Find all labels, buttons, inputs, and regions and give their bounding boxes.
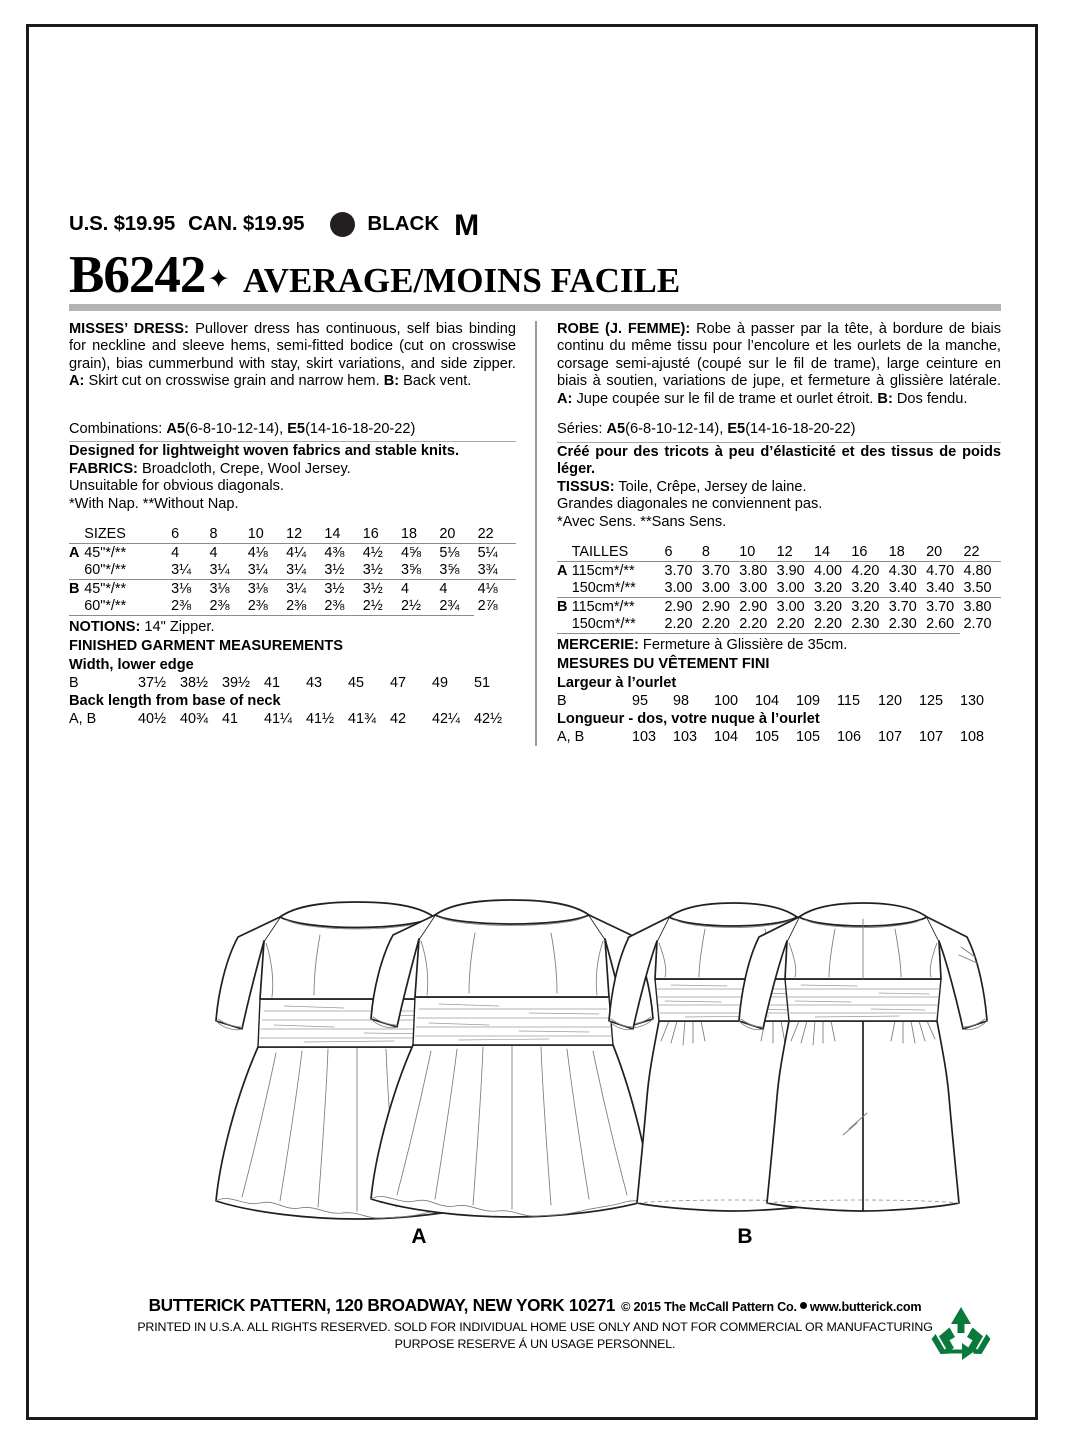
yardage-value: 4.70 [926,561,963,580]
size-column-header: 20 [926,543,943,560]
yardage-value: 3¼ [171,561,192,578]
yardage-value: 4¼ [286,543,324,562]
english-description [69,321,516,391]
english-fgm-title: FINISHED GARMENT MEASUREMENTS [69,637,344,654]
yardage-value: 4½ [363,543,401,562]
notions-label: NOTIONS: [69,619,141,636]
table-row [69,675,516,693]
yardage-value: 2⅜ [324,598,345,615]
backlength-title-row [69,692,516,711]
diamond-icon: ✦ [207,264,230,294]
metric-yardage-table [557,544,1001,634]
french-desc-b: Dos fendu. [892,390,968,407]
size-column-header: 16 [851,543,868,560]
pattern-envelope [26,24,1038,1420]
french-fabrics [557,479,1001,497]
yardage-value: 2¾ [439,598,460,615]
divider [69,441,516,442]
combination-1-code: A5 [166,420,185,437]
yardage-value: 4⅜ [324,543,362,562]
measure-value: 42 [389,711,406,728]
title-row [69,246,1001,304]
yardage-value: 3.70 [665,561,702,580]
english-nap-note: *With Nap. **Without Nap. [69,496,239,512]
bullet-dot-icon [800,1302,807,1309]
yardage-value: 4.00 [814,561,851,580]
yardage-value: 3⅝ [439,561,460,578]
view-col-header [69,526,84,544]
table-header-row [69,526,516,544]
measure-value: 41¾ [347,711,376,728]
view-col-header [557,544,572,562]
yardage-value: 3.80 [964,598,1001,617]
english-fabrics [69,461,516,479]
yardage-value: 3.70 [889,598,926,617]
english-unsuitable: Unsuitable for obvious diagonals. [69,478,284,495]
price-line [69,209,1001,242]
can-price: CAN. $19.95 [188,212,305,235]
tissus-value: Toile, Crêpe, Jersey de laine. [614,478,807,495]
view-letter [557,616,572,633]
view-letter [69,598,84,615]
yardage-value: 3.70 [702,561,739,580]
combination-1-sizes: (6-8-10-12-14), [185,420,288,437]
yardage-value: 3.00 [664,579,693,596]
yardage-value: 2.20 [814,616,843,633]
size-column-header: 18 [401,525,418,542]
yardage-value: 3¾ [477,561,498,578]
yardage-value: 4 [439,580,477,599]
yardage-value: 4.80 [964,561,1001,580]
table-header-row [557,544,1001,562]
yardage-value: 5¼ [478,543,516,562]
fabric-width: 150cm*/** [571,579,636,596]
table-row [69,562,516,580]
measure-value: 120 [878,693,903,710]
english-backlength-title: Back length from base of neck [69,692,281,709]
english-desc-a-label: A: [69,373,85,390]
french-combinations [557,421,1001,439]
measure-value: 107 [878,729,903,746]
yardage-value: 4⅛ [478,580,516,599]
mercerie-label: MERCERIE: [556,637,639,654]
footer-company-address: BUTTERICK PATTERN, 120 BROADWAY, NEW YORK 10271 [148,1295,616,1315]
measure-row-label: A, B [556,729,585,746]
tissus-label: TISSUS: [556,478,615,495]
measure-row-label: B [556,693,567,710]
spacer [69,391,516,421]
size-column-header: 8 [701,543,710,560]
fabrics-label: FABRICS: [69,460,138,477]
body-columns [69,321,1001,746]
yardage-value: 3¼ [286,561,307,578]
technical-drawings-svg [69,887,1001,1257]
spacer [557,408,1001,421]
footer-rights-text: PRINTED IN U.S.A. ALL RIGHTS RESERVED. SOLD FOR INDIVIDUAL HOME USE ONLY AND NOT FOR COMMERCIAL OR MANUFACTURING [137,1320,933,1334]
french-finished-measurements [557,633,1001,746]
measure-value: 130 [960,693,985,710]
table-row [557,729,1001,747]
yardage-value: 3⅛ [248,580,286,599]
measure-value: 47 [389,675,406,692]
size-column-header: 8 [209,525,218,542]
measure-value: 109 [796,693,821,710]
yardage-value: 3⅝ [401,561,422,578]
french-desc-b-label: B: [877,390,893,407]
measure-row-label: A, B [69,711,97,728]
footer-url[interactable]: www.butterick.com [809,1300,922,1314]
measure-value: 106 [837,729,862,746]
english-width-title: Width, lower edge [69,656,194,673]
french-description-body: Robe à passer par la tête, à bordure de biais continu du même tissu pour l’encolure et les ourlets de la manche, corsage semi-ajusté (coupé sur le fil de trame), large ceinture en biais à soutien, variations de jupe, et fermeture à glissière latérale. [556,321,1001,390]
yardage-value: 3¼ [209,561,230,578]
english-finished-measurements [69,615,516,728]
series-label: Séries: [556,421,607,438]
size-column-header: 22 [477,525,494,542]
measure-value: 41 [263,675,280,692]
table-row [69,711,516,729]
measure-value: 40½ [137,711,166,728]
yardage-value: 3.20 [814,579,843,596]
french-column [535,321,1001,746]
yardage-value: 2⅜ [286,598,307,615]
french-description [557,321,1001,408]
measure-value: 100 [714,693,739,710]
yardage-value: 2.60 [926,616,955,633]
combination-1-code: A5 [606,421,626,438]
yardage-value: 2⅞ [477,598,498,615]
measure-value: 103 [632,729,657,746]
size-column-header: 12 [776,543,793,560]
measure-value: 125 [919,693,944,710]
size-column-header: 14 [324,525,341,542]
mercerie-row [557,634,1001,656]
yardage-value: 2.70 [963,616,992,633]
english-description-prefix: MISSES’ DRESS: [69,321,189,337]
difficulty-label: AVERAGE/MOINS FACILE [242,261,681,300]
fabric-width: 45"*/** [84,580,171,599]
view-letter: A [557,561,572,580]
yardage-value: 3.00 [701,579,730,596]
yardage-value: 3.20 [851,598,888,617]
size-column-header: 14 [814,543,831,560]
yardage-value: 2½ [401,598,422,615]
footer-copyright: © 2015 The McCall Pattern Co. [621,1300,797,1314]
view-b-label: B [737,1225,753,1248]
yardage-value: 4 [401,580,439,599]
fabric-width: 115cm*/** [572,598,665,617]
measure-value: 41½ [305,711,334,728]
yardage-value: 2⅜ [209,598,230,615]
divider [557,442,1001,443]
combination-1-sizes: (6-8-10-12-14), [625,421,728,438]
measure-value: 103 [673,729,698,746]
yardage-value: 2.20 [739,616,768,633]
french-width-title: Largeur à l’ourlet [556,674,677,691]
yardage-value: 3½ [362,561,383,578]
size-header: SIZES [84,525,126,542]
table-row [557,598,1001,617]
size-column-header: 10 [247,525,264,542]
yardage-value: 3½ [324,580,362,599]
measure-value: 49 [431,675,448,692]
view-letter: B [557,598,572,617]
english-desc-b-label: B: [383,373,400,390]
yardage-value: 3.70 [926,598,963,617]
measure-value: 51 [473,675,490,692]
size-column-header: 20 [439,525,456,542]
measure-value: 108 [960,729,985,746]
fabric-width: 45"*/** [84,543,171,562]
yardage-value: 3.80 [739,561,776,580]
black-filled-circle-icon [330,212,355,237]
size-column-header: 6 [171,525,180,542]
english-column [69,321,535,746]
footer [69,1295,1001,1351]
table-row [557,616,1001,633]
measure-value: 45 [347,675,364,692]
yardage-value: 3.00 [739,579,768,596]
notions-value: 14" Zipper. [140,619,215,636]
yardage-value: 2.90 [665,598,702,617]
yardage-value: 2.30 [888,616,917,633]
size-column-header: 16 [362,525,379,542]
combination-2-code: E5 [287,420,306,437]
measure-value: 43 [305,675,322,692]
yardage-value: 3⅛ [171,580,209,599]
measure-value: 38½ [179,675,208,692]
french-fgm-title: MESURES DU VÊTEMENT FINI [556,655,770,672]
measure-value: 37½ [137,675,166,692]
view-letter: B [69,580,84,599]
yardage-value: 3.00 [776,579,805,596]
size-column-header: 12 [286,525,303,542]
measure-value: 104 [714,729,739,746]
footer-line-1 [69,1295,1001,1316]
view-a-back [371,900,653,1217]
yardage-value: 4 [209,543,247,562]
yardage-value: 2.30 [851,616,880,633]
size-column-header: 18 [888,543,905,560]
measure-value: 107 [919,729,944,746]
yardage-value: 4⅛ [248,543,286,562]
yardage-value: 3.40 [926,579,955,596]
measure-value: 98 [673,693,690,710]
yardage-value: 4.30 [889,561,926,580]
table-row [557,561,1001,580]
yardage-value: 2⅜ [171,598,192,615]
yardage-value: 2.20 [664,616,693,633]
measure-value: 41 [221,711,238,728]
yardage-value: 5⅛ [439,543,477,562]
size-header: TAILLES [571,543,629,560]
combinations-label: Combinations: [69,420,167,437]
yardage-value: 2.20 [701,616,730,633]
measure-value: 105 [796,729,821,746]
table-row [69,543,516,562]
measure-value: 115 [837,693,860,710]
fabrics-value: Broadcloth, Crepe, Wool Jersey. [137,460,351,477]
size-column-header: 22 [963,543,980,560]
yardage-value: 3.20 [851,579,880,596]
yardage-value: 3.40 [888,579,917,596]
yardage-value: 3½ [324,561,345,578]
english-desc-b: Back vent. [399,373,472,390]
yardage-value: 4⅝ [401,543,439,562]
footer-line-3: PURPOSE RESERVE Á UN USAGE PERSONNEL. [394,1337,676,1351]
french-desc-a: Jupe coupée sur le fil de trame et ourlet étroit. [572,390,878,407]
combination-2-sizes: (14-16-18-20-22) [305,420,416,437]
yardage-value: 4 [171,543,209,562]
combination-2-sizes: (14-16-18-20-22) [745,421,856,438]
combination-2-code: E5 [727,421,746,438]
size-column-header: 10 [739,543,756,560]
yardage-value: 3.90 [777,561,814,580]
size-column-header: 6 [664,543,673,560]
measure-value: 41¼ [263,711,292,728]
view-a-label: A [411,1225,427,1248]
measure-row-label: B [69,675,79,692]
fabric-width: 60"*/** [84,561,127,578]
table-row [69,580,516,599]
measure-value: 105 [755,729,780,746]
yardage-value: 3½ [363,580,401,599]
yardage-value: 3¼ [286,580,324,599]
french-nap-note: *Avec Sens. **Sans Sens. [556,514,727,530]
yardage-value: 2.90 [739,598,776,617]
english-description-body: Pullover dress has continuous, self bias binding for neckline and sleeve hems, semi-fitted bodice (cut on crosswise grain), bias cummerbund with stay, skirt variations, and side zipper. [69,321,516,372]
view-letter [69,562,84,580]
english-designed-for: Designed for lightweight woven fabrics and stable knits. [69,443,460,460]
yardage-value: 3.00 [777,598,814,617]
yardage-value: 3⅛ [209,580,247,599]
fgm-title-row [557,655,1001,674]
backlength-title-row [557,710,1001,729]
french-unsuitable: Grandes diagonales ne conviennent pas. [556,496,823,513]
yardage-value: 3.50 [963,579,992,596]
garment-illustrations [69,887,1001,1257]
table-row [69,598,516,615]
fabric-width: 115cm*/** [572,561,665,580]
color-label: BLACK [367,212,440,235]
french-designed-for: Créé pour des tricots à peu d’élasticité et des tissus de poids léger. [556,443,1001,478]
view-letter [557,580,572,598]
measure-value: 40¾ [179,711,208,728]
english-notions [69,616,474,638]
view-letter: A [69,543,84,562]
french-notions [557,634,960,656]
measure-value: 42¼ [431,711,460,728]
english-combinations [69,421,516,439]
french-description-prefix: ROBE (J. FEMME): [556,321,691,337]
mercerie-value: Fermeture à Glissière de 35cm. [638,637,848,654]
notions-row [69,616,516,638]
width-title-row [557,674,1001,693]
french-backlength-title: Longueur - dos, votre nuque à l’ourlet [556,710,820,727]
width-title-row [69,656,516,675]
fabric-width: 150cm*/** [571,616,636,633]
yardage-value: 3¼ [247,561,268,578]
yardage-value: 2.90 [702,598,739,617]
yardage-value: 2.20 [776,616,805,633]
us-price: U.S. $19.95 [69,212,176,235]
yardage-value: 2⅜ [247,598,268,615]
fabric-width: 60"*/** [84,598,127,615]
measure-value: 104 [755,693,780,710]
measure-value: 95 [632,693,649,710]
recycle-logo-icon [929,1303,993,1365]
french-desc-a-label: A: [556,390,573,407]
fgm-title-row [69,637,516,656]
imperial-yardage-table [69,526,516,616]
size-code: M [454,209,479,242]
table-row [557,580,1001,598]
measure-value: 42½ [473,711,502,728]
measure-value: 39½ [221,675,250,692]
pattern-number: B6242 [69,246,206,304]
table-row [557,693,1001,711]
yardage-value: 4.20 [851,561,888,580]
yardage-value: 2½ [362,598,383,615]
footer-line-2 [69,1320,1001,1334]
yardage-value: 3.20 [814,598,851,617]
english-desc-a: Skirt cut on crosswise grain and narrow hem. [84,373,384,390]
